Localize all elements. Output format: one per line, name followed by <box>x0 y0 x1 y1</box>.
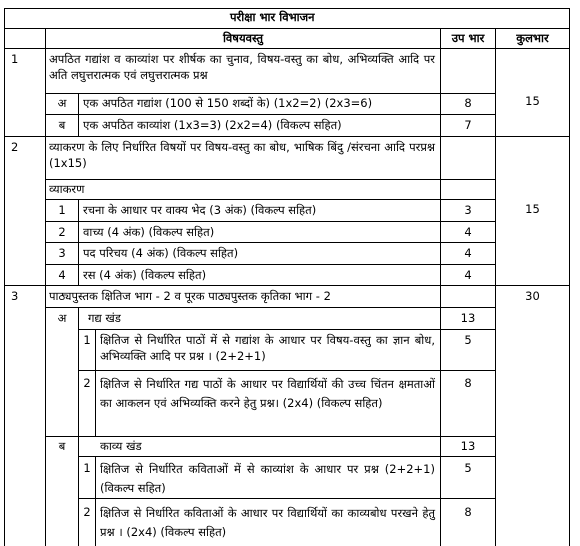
section-1-number: 1 <box>11 52 19 66</box>
rule-end-s1 <box>4 136 570 137</box>
rule-s2-3 <box>46 264 495 265</box>
section-3-b-item-2-weight: 8 <box>464 505 472 519</box>
rule-s1-a <box>46 114 495 115</box>
rule-s1-intro <box>46 93 495 94</box>
section-2-row-4-weight: 4 <box>464 268 472 282</box>
section-3-b-item-2-text: क्षितिज से निर्धारित कविताओं के आधार पर विद्यार्थियों का काव्यबोध परखने हेतु प्रश्न । (2x4) (विकल्प सहित) <box>100 506 435 539</box>
section-3-number: 3 <box>11 289 19 303</box>
section-2-row-2-weight: 4 <box>464 225 472 239</box>
header-total-weight: कुलभार <box>516 31 549 45</box>
section-3-group-a-letter: अ <box>57 311 67 325</box>
section-3-b-item-1-num: 1 <box>83 461 91 475</box>
rule-s3-b-num <box>95 456 96 546</box>
section-3-b-item-1-text: क्षितिज से निर्धारित कविताओं में से काव्यांश के आधार पर प्रश्न (2+2+1) (विकल्प सहित) <box>100 462 435 495</box>
section-3-a-item-2-weight: 8 <box>464 376 472 390</box>
section-1-total: 15 <box>525 94 540 108</box>
section-1-row-b-text: एक अपठित काव्यांश (1x3=3) (2x2=4) (विकल्प सहित) <box>83 118 342 132</box>
rule-s3-a <box>78 329 495 330</box>
section-3-total: 30 <box>525 289 540 303</box>
header-subject: विषयवस्तु <box>222 31 264 45</box>
section-3-a-item-2-text: क्षितिज से निर्धारित गद्य पाठों के आधार पर विद्यार्थियों की उच्च चिंतन क्षमताओं का आकलन एवं अभिव्यक्ति करने हेतु प्रश्न। (2x4) (विकल्प सहित) <box>100 377 435 410</box>
section-2-row-2-text: वाच्य (4 अंक) (विकल्प सहित) <box>83 225 215 239</box>
section-1-row-b-letter: ब <box>58 118 66 132</box>
section-2-row-3-weight: 4 <box>464 246 472 260</box>
rule-right <box>569 8 570 546</box>
section-2-number: 2 <box>11 140 19 154</box>
rule-below-title <box>4 28 570 29</box>
rule-s2-intro <box>46 179 495 180</box>
rule-s3-a1 <box>78 370 495 371</box>
section-2-row-4-num: 4 <box>58 268 66 282</box>
header-sub-weight: उप भार <box>451 31 485 45</box>
section-2-row-1-weight: 3 <box>464 203 472 217</box>
section-1-row-a-weight: 8 <box>464 96 472 110</box>
section-2-row-3-num: 3 <box>58 246 66 260</box>
rule-s2-num <box>78 199 79 285</box>
section-3-a-item-1-num: 1 <box>83 333 91 347</box>
section-3-group-b-letter: ब <box>58 439 66 453</box>
rule-left <box>4 8 5 546</box>
section-3-b-item-2-num: 2 <box>83 505 91 519</box>
rule-below-header <box>4 48 570 49</box>
section-3-description: पाठ्यपुस्तक क्षितिज भाग - 2 व पूरक पाठ्यपुस्तक कृतिका भाग - 2 <box>49 289 331 303</box>
section-3-group-a-label: गद्य खंड <box>88 311 121 325</box>
section-1-row-b-weight: 7 <box>464 118 472 132</box>
section-3-group-b-label: काव्य खंड <box>100 439 142 453</box>
section-2-row-4-text: रस (4 अंक) (विकल्प सहित) <box>83 268 207 282</box>
section-2-total: 15 <box>525 202 540 216</box>
rule-s3-b <box>78 456 495 457</box>
section-3-a-item-1-text: क्षितिज से निर्धारित पाठों में से गद्यांश के आधार पर विषय-वस्तु का ज्ञान बोध, अभिव्यक्ति आदि पर प्रश्न । (2+2+1) <box>100 333 435 363</box>
section-1-row-a-text: एक अपठित गद्यांश (100 से 150 शब्दों के) (1x2=2) (2x3=6) <box>83 96 373 110</box>
section-1-row-a-letter: अ <box>57 96 67 110</box>
section-3-group-b-weight: 13 <box>460 439 476 453</box>
rule-s3-a-num <box>95 329 96 436</box>
rule-s3-a2 <box>46 436 495 437</box>
section-3-a-item-1-weight: 5 <box>464 333 472 347</box>
rule-s1-letter <box>78 93 79 136</box>
section-2-row-2-num: 2 <box>58 225 66 239</box>
table-title: परीक्षा भार विभाजन <box>230 10 315 24</box>
section-2-description: व्याकरण के लिए निर्धारित विषयों पर विषय-वस्तु का बोध, भाषिक बिंदु /संरचना आदि परप्रश्न (1x15) <box>49 140 435 170</box>
rule-s2-sub <box>46 199 495 200</box>
rule-s3-b1 <box>78 498 495 499</box>
rule-s2-2 <box>46 242 495 243</box>
section-1-description: अपठित गद्यांश व काव्यांश पर शीर्षक का चुनाव, विषय-वस्तु का बोध, अभिव्यक्ति आदि पर अति लघुत्तरात्मक एवं लघुत्तरात्मक प्रश्न <box>49 52 435 82</box>
section-2-row-1-num: 1 <box>58 203 66 217</box>
section-2-row-3-text: पद परिचय (4 अंक) (विकल्प सहित) <box>83 246 239 260</box>
rule-s2-1 <box>46 221 495 222</box>
rule-s3-intro <box>46 307 495 308</box>
section-3-a-item-2-num: 2 <box>83 376 91 390</box>
section-2-subheading: व्याकरण <box>49 182 85 196</box>
section-3-b-item-1-weight: 5 <box>464 461 472 475</box>
rule-end-s2 <box>4 285 570 286</box>
section-2-row-1-text: रचना के आधार पर वाक्य भेद (3 अंक) (विकल्प सहित) <box>83 203 317 217</box>
section-3-group-a-weight: 13 <box>460 311 476 325</box>
